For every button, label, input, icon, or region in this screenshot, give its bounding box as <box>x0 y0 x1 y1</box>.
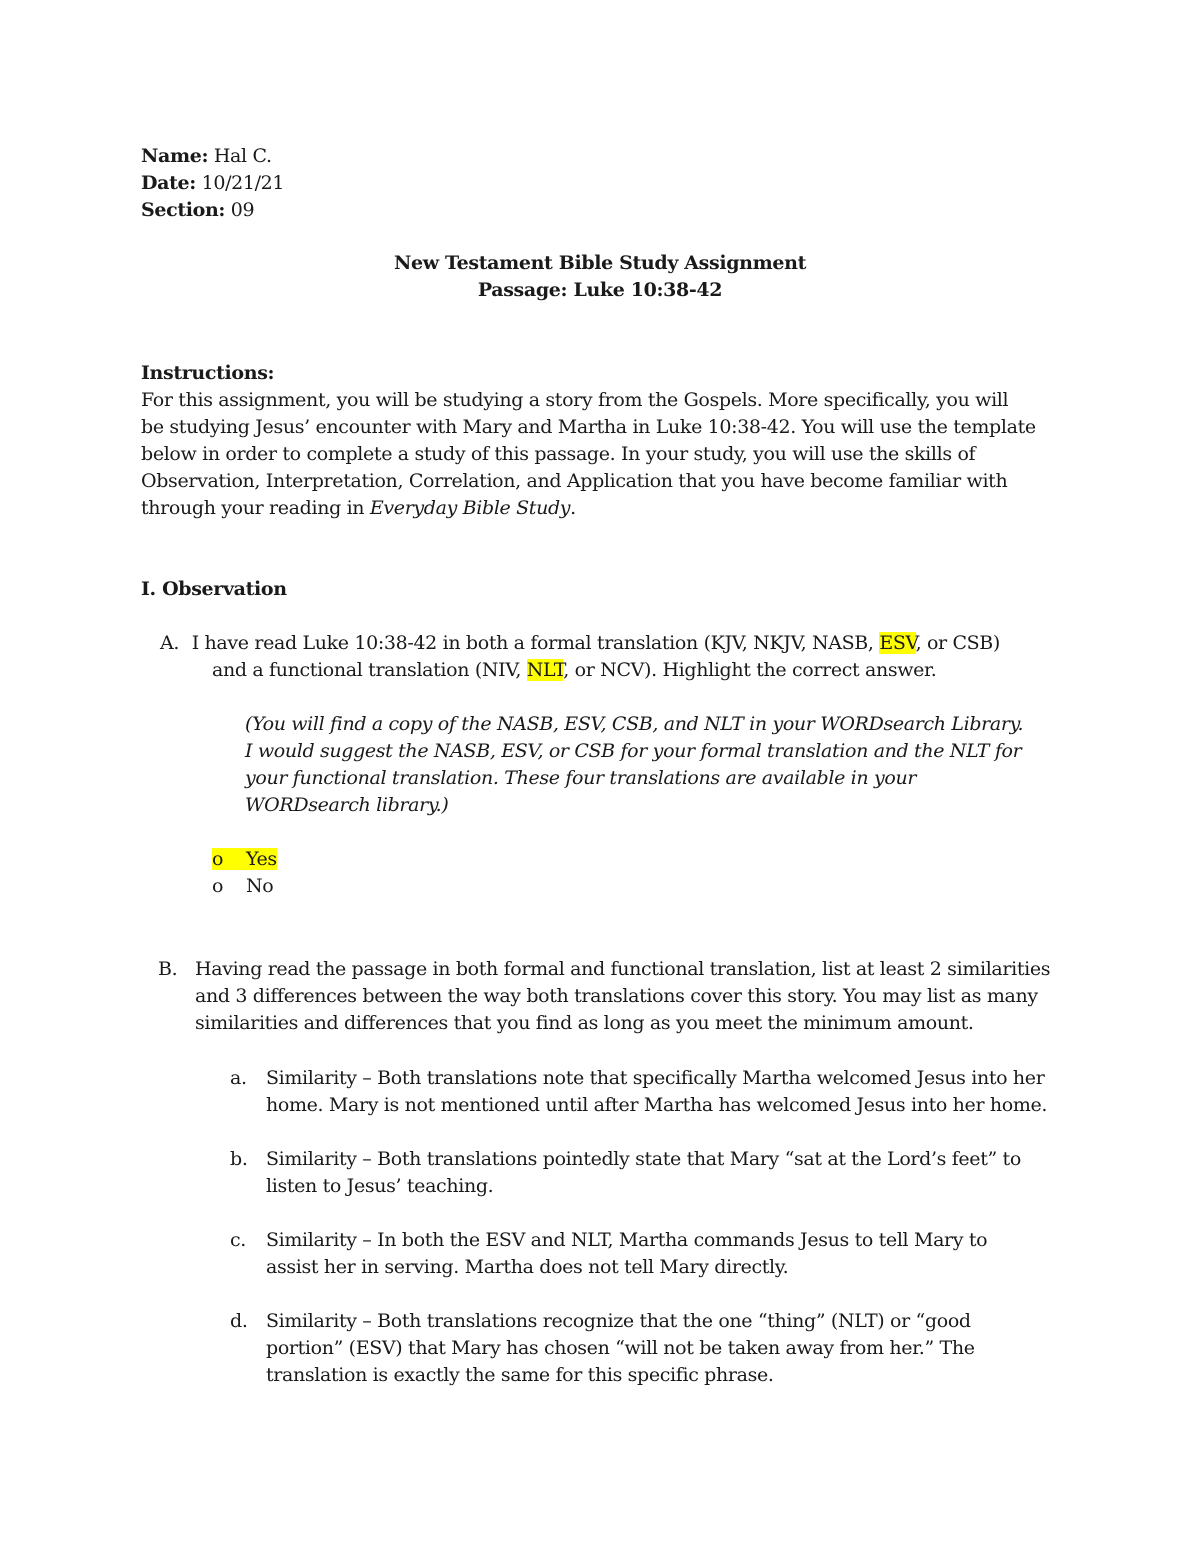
choice-no <box>212 873 277 900</box>
list-item-text: listen to Jesus’ teaching. <box>266 1175 494 1197</box>
list-marker: d. <box>230 1310 248 1332</box>
question-b-marker: B. <box>158 958 178 980</box>
name-label: Name: <box>141 145 209 167</box>
note-line: WORDsearch library.) <box>245 794 449 816</box>
question-a-text: I have read Luke 10:38-42 in both a formal translation (KJV, NKJV, NASB, <box>186 632 880 654</box>
question-a-line1 <box>160 630 1000 657</box>
question-a-marker: A. <box>160 632 180 654</box>
list-item <box>230 1308 971 1335</box>
instructions-heading: Instructions: <box>141 362 275 384</box>
note-line: (You will find a copy of the NASB, ESV, CSB, and NLT in your WORDsearch Library. <box>245 713 1024 735</box>
question-b-text: and 3 differences between the way both translations cover this story. You may list as many <box>195 985 1038 1007</box>
list-item-text: Similarity – In both the ESV and NLT, Martha commands Jesus to tell Mary to <box>266 1229 988 1251</box>
student-info <box>141 143 284 224</box>
list-marker: a. <box>230 1067 247 1089</box>
list-item-text: home. Mary is not mentioned until after Martha has welcomed Jesus into her home. <box>266 1094 1048 1116</box>
list-item-continuation <box>266 1335 975 1389</box>
list-item <box>230 1227 987 1254</box>
answer-choices <box>212 846 277 900</box>
list-item-continuation <box>266 1173 493 1200</box>
question-b-line1 <box>158 956 1050 983</box>
list-marker: b. <box>230 1148 248 1170</box>
note-line: I would suggest the NASB, ESV, or CSB for your formal translation and the NLT for <box>245 740 1022 762</box>
instructions-section <box>141 360 1036 522</box>
list-item-text: Similarity – Both translations pointedly state that Mary “sat at the Lord’s feet” to <box>266 1148 1021 1170</box>
question-a-text: , or CSB) <box>915 632 1000 654</box>
instructions-line: below in order to complete a study of this passage. In your study, you will use the skills of <box>141 443 976 465</box>
section-line <box>141 197 284 224</box>
choice-label: No <box>246 875 274 897</box>
choice-yes-highlight <box>212 848 277 870</box>
question-a-text: and a functional translation (NIV, <box>212 659 527 681</box>
name-line <box>141 143 284 170</box>
question-a-text: , or NCV). Highlight the correct answer. <box>563 659 937 681</box>
instructions-text: . <box>570 497 576 519</box>
list-item-text: Similarity – Both translations recognize that the one “thing” (NLT) or “good <box>266 1310 971 1332</box>
list-item <box>230 1146 1021 1173</box>
list-item-text: assist her in serving. Martha does not tell Mary directly. <box>266 1256 789 1278</box>
assignment-title: New Testament Bible Study Assignment <box>393 252 807 274</box>
observation-heading: I. Observation <box>141 578 287 600</box>
instructions-text: through your reading in <box>141 497 370 519</box>
date-label: Date: <box>141 172 196 194</box>
name-value: Hal C. <box>208 145 272 167</box>
instructions-line: For this assignment, you will be studying a story from the Gospels. More specifically, you will <box>141 389 1009 411</box>
section-value: 09 <box>225 199 255 221</box>
highlighted-answer-esv: ESV <box>879 632 916 654</box>
list-item <box>230 1065 1044 1092</box>
passage-title: Passage: Luke 10:38-42 <box>477 279 723 301</box>
choice-label: Yes <box>246 848 277 870</box>
note-line: your functional translation. These four translations are available in your <box>245 767 917 789</box>
list-marker: c. <box>230 1229 246 1251</box>
question-b-continuation <box>195 983 1038 1037</box>
instructions-line: Observation, Interpretation, Correlation, and Application that you have become familiar with <box>141 470 1008 492</box>
section-label: Section: <box>141 199 226 221</box>
highlighted-answer-nlt: NLT <box>526 659 564 681</box>
choice-bullet: o <box>212 848 224 870</box>
list-item-text: portion” (ESV) that Mary has chosen “will not be taken away from her.” The <box>266 1337 975 1359</box>
question-a-line2 <box>212 657 936 684</box>
list-item-continuation <box>266 1092 1047 1119</box>
question-b-text: Having read the passage in both formal and functional translation, list at least 2 similarities <box>195 958 1051 980</box>
list-item-text: Similarity – Both translations note that specifically Martha welcomed Jesus into her <box>266 1067 1045 1089</box>
document-title <box>0 250 1200 304</box>
instructions-line: be studying Jesus’ encounter with Mary and Martha in Luke 10:38-42. You will use the template <box>141 416 1036 438</box>
book-title: Everyday Bible Study <box>369 497 571 519</box>
date-line <box>141 170 284 197</box>
translation-note <box>245 711 1023 819</box>
list-item-continuation <box>266 1254 788 1281</box>
instructions-line <box>141 495 1036 522</box>
question-b-text: similarities and differences that you find as long as you meet the minimum amount. <box>195 1012 974 1034</box>
list-item-text: translation is exactly the same for this specific phrase. <box>266 1364 774 1386</box>
choice-yes <box>212 846 277 873</box>
date-value: 10/21/21 <box>195 172 285 194</box>
choice-bullet: o <box>212 875 224 897</box>
